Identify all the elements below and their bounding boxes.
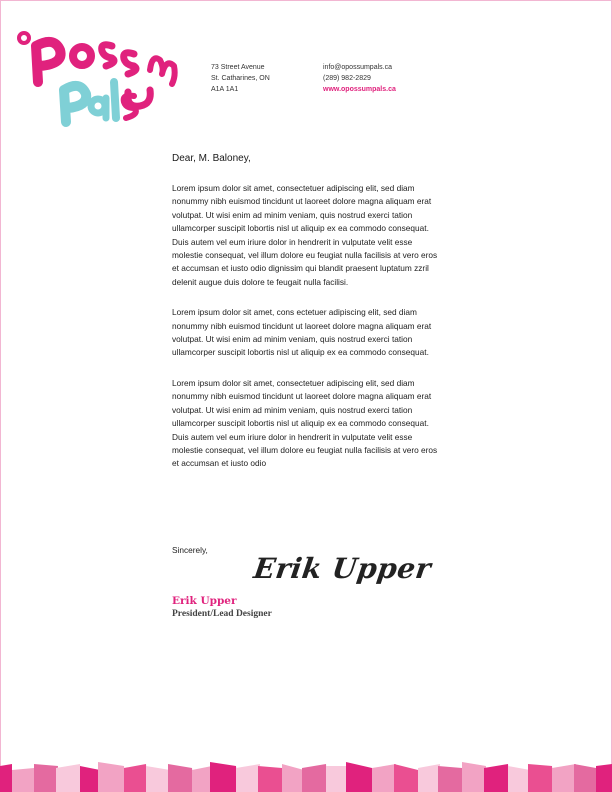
salutation: Dear, M. Baloney, — [172, 153, 251, 164]
address-line: A1A 1A1 — [211, 86, 239, 93]
address-line: St. Catharines, ON — [211, 75, 270, 82]
phone-number: (289) 982-2829 — [323, 75, 371, 82]
signer-name: Erik Upper — [172, 595, 237, 607]
company-address — [211, 62, 270, 95]
company-contact — [323, 62, 396, 95]
paragraph: Lorem ipsum dolor sit amet, cons ectetuer adipiscing elit, sed diam nonummy nibh euismod tincidunt ut laoreet dolore magna aliquam erat volutpat. Ut wisi enim ad minim veniam, quis nostrud exerci tation ullamcorper suscipit lobortis nisl ut aliquip ex ea commodo consequat. — [172, 307, 432, 358]
address-line: 73 Street Avenue — [211, 64, 265, 71]
decorative-footer-band — [0, 760, 612, 792]
handwritten-signature: Erik Upper — [251, 552, 434, 585]
closing: Sincerely, — [172, 545, 208, 555]
letter-body — [172, 153, 444, 488]
email-address[interactable]: info@opossumpals.ca — [323, 64, 392, 71]
paragraph: Lorem ipsum dolor sit amet, consectetuer adipiscing elit, sed diam nonummy nibh euismod tincidunt ut laoreet dolore magna aliquam erat volutpat. Ut wisi enim ad minim veniam, quis nostrud exerci tation ullamcorper suscipit lobortis nisl ut aliquip ex ea commodo consequat. Duis autem vel eum iriure dolor in hendrerit in vulputate velit esse molestie consequat, vel illum dolore eu feugiat nulla facilisis at vero eros et accumsan et iusto odio — [172, 377, 438, 469]
opossum-pals-logo — [14, 24, 179, 132]
paragraph: Lorem ipsum dolor sit amet, consectetuer adipiscing elit, sed diam nonummy nibh euismod tincidunt ut laoreet dolore magna aliquam erat volutpat. Ut wisi enim ad minim veniam, quis nostrud exerci tation ullamcorper suscipit lobortis nisl ut aliquip ex ea commodo consequat. Duis autem vel eum iriure dolor in hendrerit in vulputate velit esse molestie consequat, vel illum dolore eu feugiat nulla facilisis at vero eros et accumsan et iusto odio dignissim qui blandit praesent luptatum zzril delenit augue duis dolore te feugait nulla facilisi. — [172, 183, 438, 287]
website-link[interactable]: www.opossumpals.ca — [323, 86, 396, 93]
signer-title: President/Lead Designer — [172, 609, 272, 619]
